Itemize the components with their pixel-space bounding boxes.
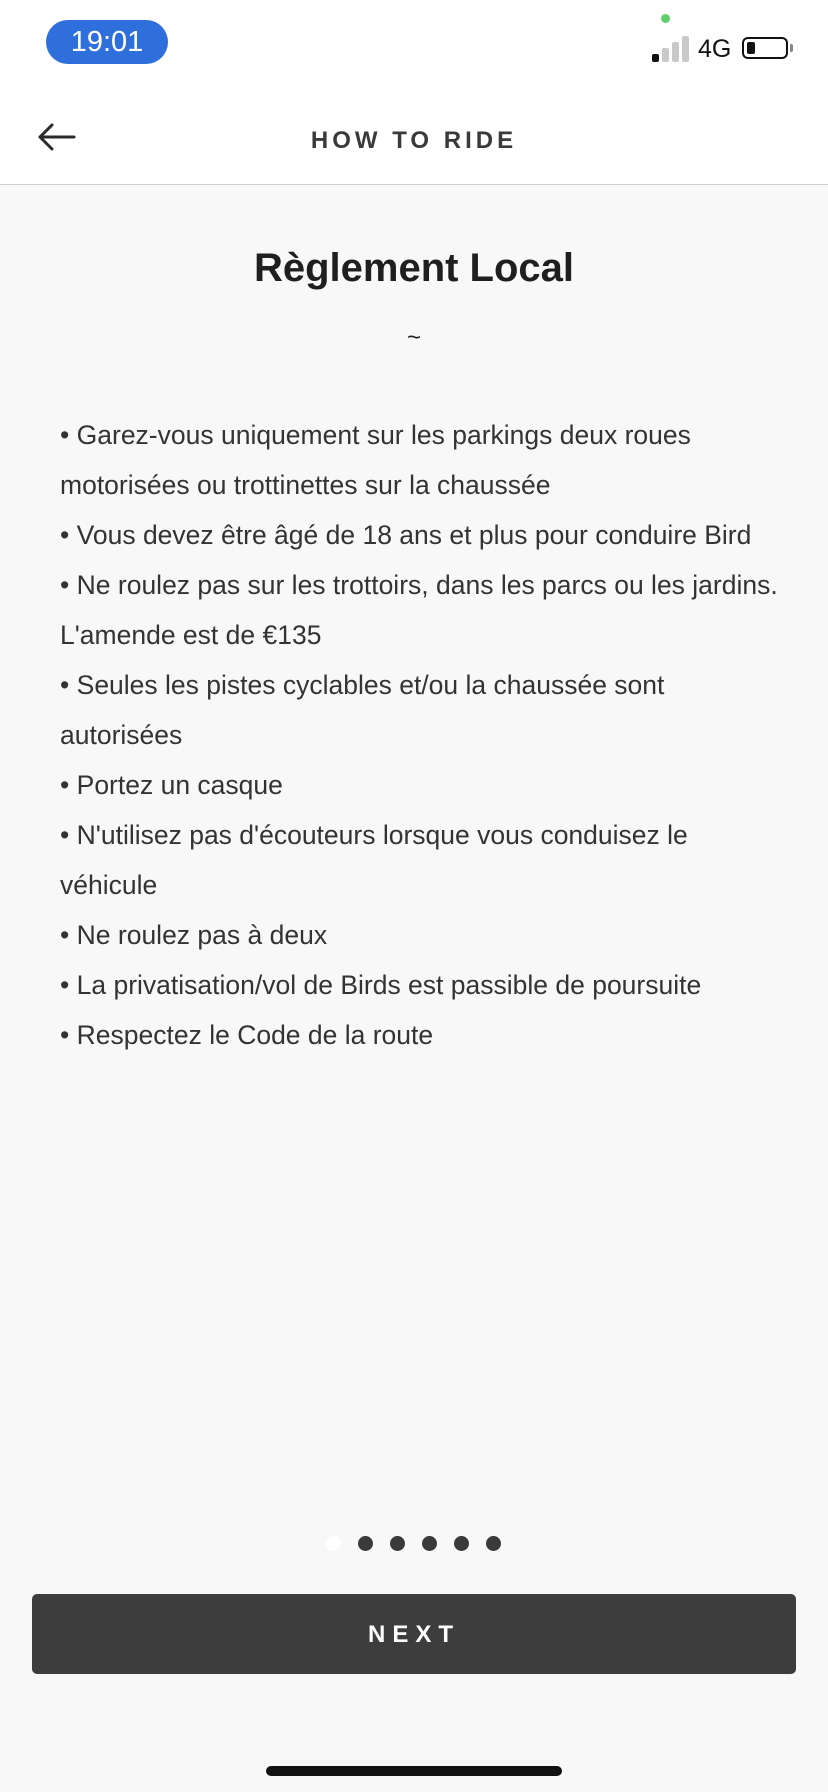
rule-item: • Ne roulez pas sur les trottoirs, dans les parcs ou les jardins. L'amende est de €135 [60,570,778,650]
battery-icon [742,37,788,59]
battery-level [747,42,755,54]
home-indicator[interactable] [266,1766,562,1776]
status-bar [0,0,828,92]
rules-list [60,410,780,1060]
rule-item: • N'utilisez pas d'écouteurs lorsque vous conduisez le véhicule [60,820,688,900]
page-title: Règlement Local [253,246,575,290]
page-dot-6[interactable] [486,1536,501,1551]
rule-item: • Portez un casque [60,770,283,800]
arrow-left-icon [30,110,84,164]
page-dot-5[interactable] [454,1536,469,1551]
rule-item: • Seules les pistes cyclables et/ou la chaussée sont autorisées [60,670,665,750]
rule-item: • Ne roulez pas à deux [60,920,328,950]
camera-indicator-icon [661,14,670,23]
nav-header [0,92,828,185]
page-header-title: HOW TO RIDE [310,127,518,154]
back-button[interactable] [30,110,84,164]
status-time: 19:01 [46,20,168,64]
page-dot-1[interactable] [326,1536,341,1551]
next-button[interactable]: NEXT [32,1594,796,1674]
title-separator: ~ [406,324,421,351]
page-dot-3[interactable] [390,1536,405,1551]
battery-tip [790,44,793,52]
rule-item: • Respectez le Code de la route [60,1020,434,1050]
signal-strength-icon [652,36,692,62]
rule-item: • Garez-vous uniquement sur les parkings deux roues motorisées ou trottinettes sur la chaussée [60,420,691,500]
rule-item: • La privatisation/vol de Birds est passible de poursuite [60,970,702,1000]
network-type: 4G [698,35,732,63]
page-dot-4[interactable] [422,1536,437,1551]
rule-item: • Vous devez être âgé de 18 ans et plus pour conduire Bird [60,520,752,550]
page-dot-2[interactable] [358,1536,373,1551]
page-indicator [326,1536,506,1552]
